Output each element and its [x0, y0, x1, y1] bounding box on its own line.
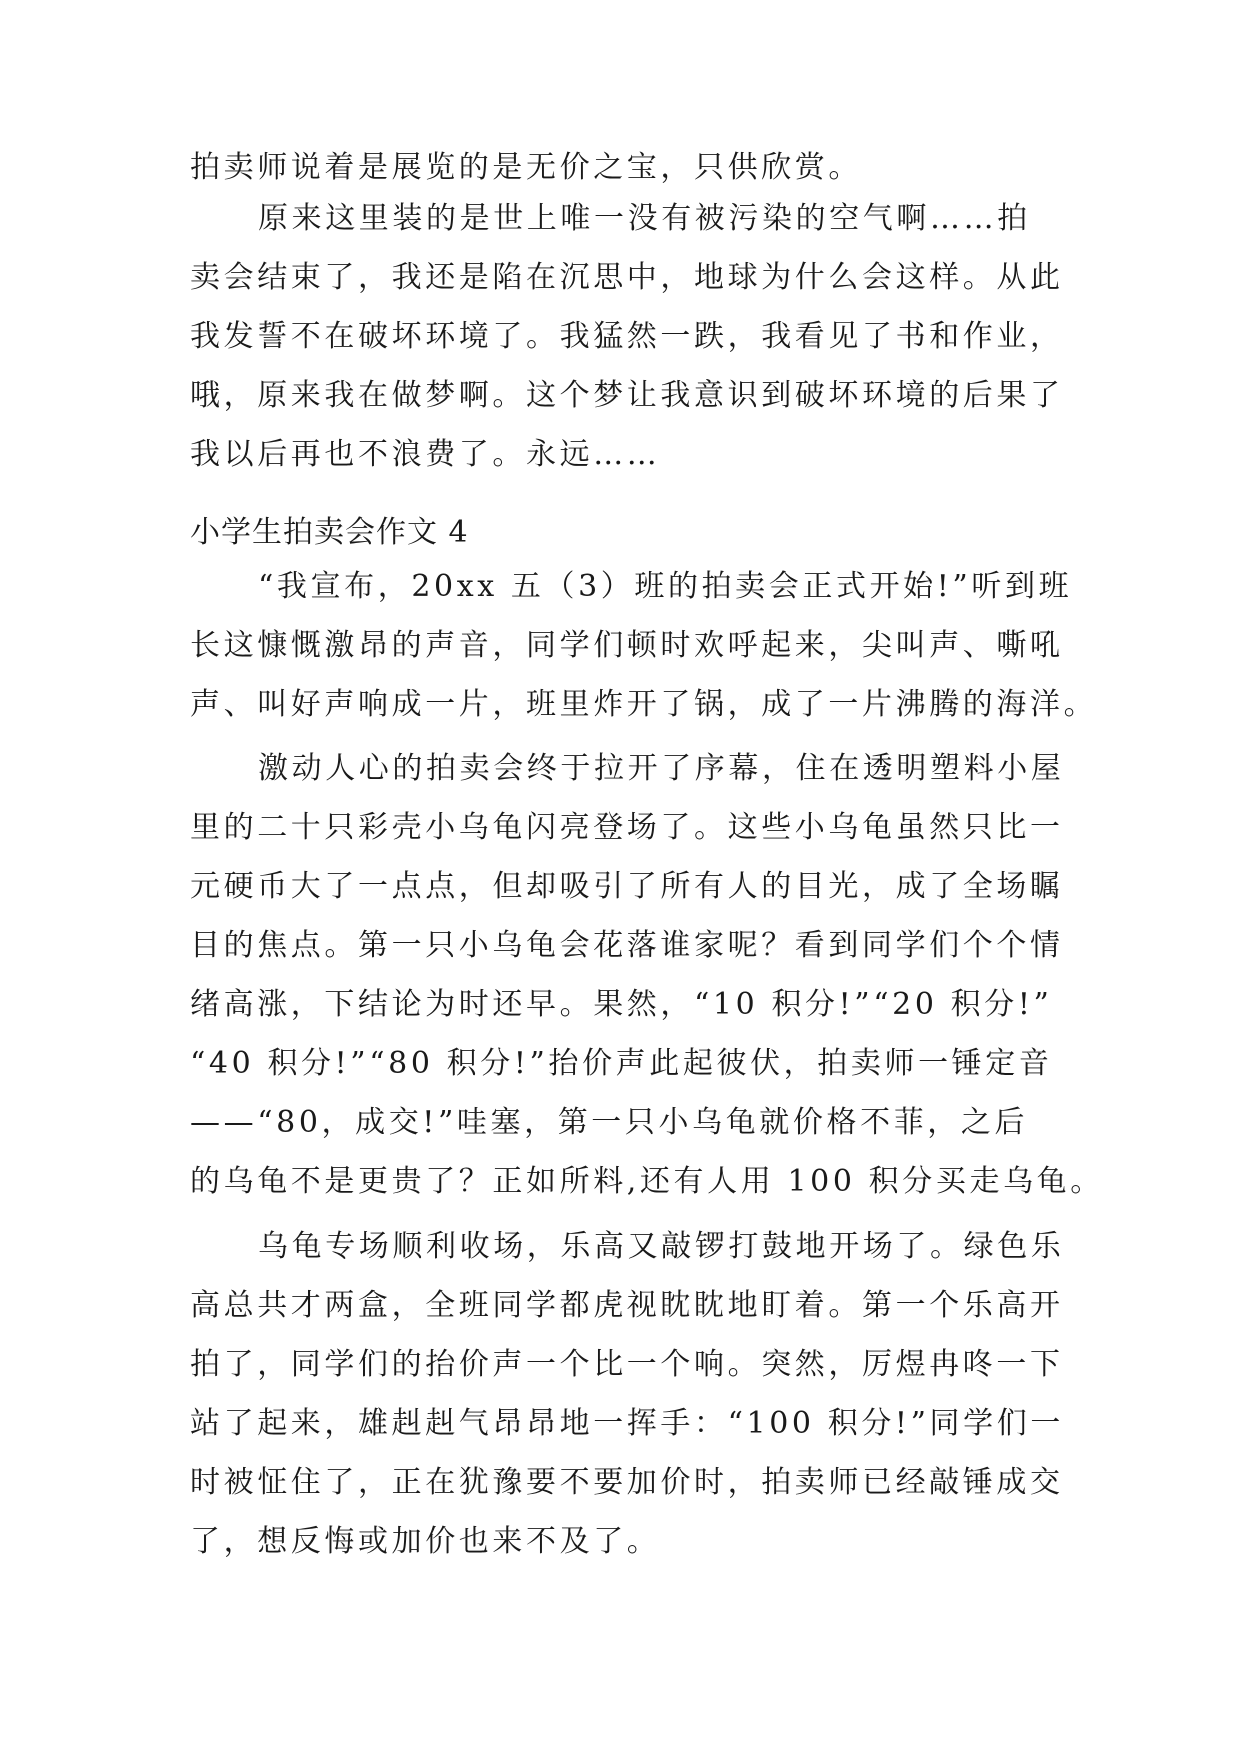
- paragraph-dream: [190, 189, 1064, 484]
- text-line: 里的二十只彩壳小乌龟闪亮登场了。这些小乌龟虽然只比一: [190, 810, 1064, 845]
- paragraph-lego: [190, 1217, 1065, 1571]
- paragraph-opening: [190, 557, 1098, 734]
- text-line: 绪高涨，下结论为时还早。果然，“10 积分!”“20 积分!”: [190, 987, 1053, 1022]
- text-line: 哦，原来我在做梦啊。这个梦让我意识到破坏环境的后果了: [190, 378, 1064, 413]
- text-line: 高总共才两盒，全班同学都虎视眈眈地盯着。第一个乐高开: [190, 1288, 1064, 1323]
- text-line: 我发誓不在破坏环境了。我猛然一跌，我看见了书和作业，: [190, 319, 1064, 354]
- section-heading: [190, 504, 1050, 562]
- text-line: 卖会结束了，我还是陷在沉思中，地球为什么会这样。从此: [190, 260, 1064, 295]
- text-line: “我宣布，20xx 五（3）班的拍卖会正式开始!”听到班: [258, 569, 1073, 604]
- text-line: 我以后再也不浪费了。永远……: [190, 437, 661, 472]
- text-line: ——“80，成交!”哇塞，第一只小乌龟就价格不菲，之后: [190, 1105, 1029, 1140]
- text-line: 拍了，同学们的抬价声一个比一个响。突然，厉煜冉咚一下: [190, 1347, 1064, 1382]
- text-line: 的乌龟不是更贵了？正如所料,还有人用 100 积分买走乌龟。: [190, 1164, 1104, 1199]
- text-line: 声、叫好声响成一片，班里炸开了锅，成了一片沸腾的海洋。: [190, 687, 1098, 722]
- text-line: 站了起来，雄赳赳气昂昂地一挥手：“100 积分!”同学们一: [190, 1406, 1064, 1441]
- text-line: 拍卖师说着是展览的是无价之宝，只供欣赏。: [190, 150, 862, 185]
- text-line: 了，想反悔或加价也来不及了。: [190, 1524, 661, 1559]
- text-line: 原来这里装的是世上唯一没有被污染的空气啊……拍: [258, 201, 1031, 236]
- section-title: 小学生拍卖会作文 4: [190, 515, 469, 550]
- text-line: 乌龟专场顺利收场，乐高又敲锣打鼓地开场了。绿色乐: [258, 1229, 1065, 1264]
- text-line: 元硬币大了一点点，但却吸引了所有人的目光，成了全场瞩: [190, 869, 1064, 904]
- text-line: 长这慷慨激昂的声音，同学们顿时欢呼起来，尖叫声、嘶吼: [190, 628, 1064, 663]
- paragraph-turtles: [190, 739, 1104, 1211]
- text-line: 时被怔住了，正在犹豫要不要加价时，拍卖师已经敲锤成交: [190, 1465, 1064, 1500]
- text-line: “40 积分!”“80 积分!”抬价声此起彼伏，拍卖师一锤定音: [190, 1046, 1053, 1081]
- text-line: 目的焦点。第一只小乌龟会花落谁家呢？看到同学们个个情: [190, 928, 1064, 963]
- text-line: 激动人心的拍卖会终于拉开了序幕，住在透明塑料小屋: [258, 751, 1065, 786]
